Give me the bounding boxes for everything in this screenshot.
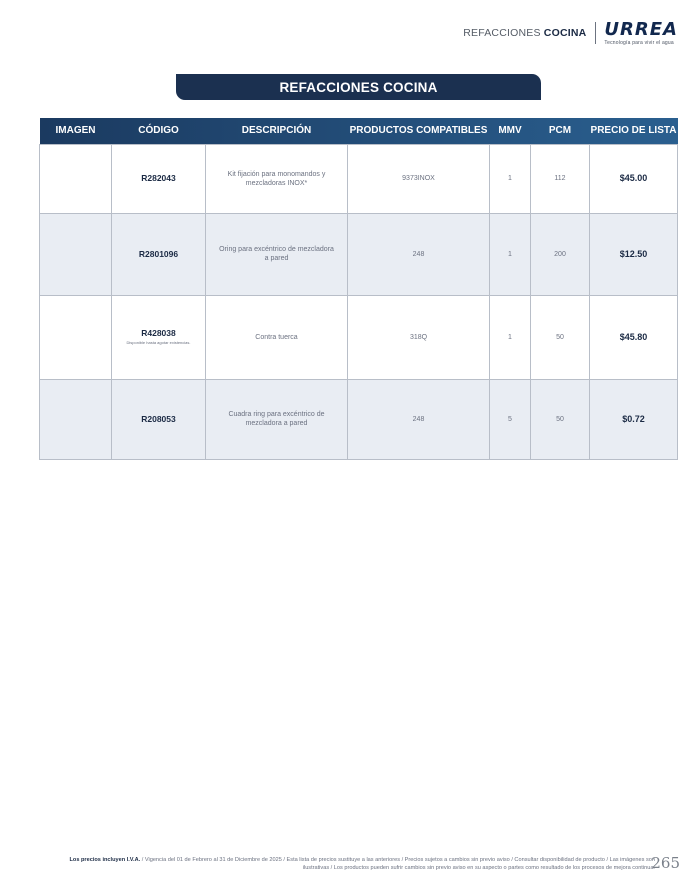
product-code-cell	[112, 379, 206, 459]
product-image-cell	[40, 144, 112, 213]
logo-wordmark: URREA	[604, 18, 678, 40]
page-title: REFACCIONES COCINA	[279, 79, 438, 95]
column-header-image: IMAGEN	[55, 125, 96, 137]
compatible-products-cell: 318Q	[348, 295, 490, 379]
mmv-cell: 5	[490, 379, 531, 459]
footer-tax-note: Los precios incluyen I.V.A.	[69, 857, 141, 863]
compatible-products-cell: 248	[348, 213, 490, 295]
page-number: 265	[651, 854, 680, 872]
column-header-description: DESCRIPCIÓN	[241, 125, 312, 137]
pcm-cell: 200	[531, 213, 590, 295]
compatible-products-cell: 9373INOX	[348, 144, 490, 213]
mmv-cell: 1	[490, 295, 531, 379]
table-header-row	[40, 118, 678, 144]
column-header-code: CÓDIGO	[138, 125, 179, 137]
description-cell	[206, 144, 348, 213]
product-description: Kit fijación para monomandos y mezcladoras INOX*	[227, 170, 326, 187]
product-image-cell	[40, 379, 112, 459]
description-cell	[206, 379, 348, 459]
product-code-cell	[112, 144, 206, 213]
description-cell	[206, 295, 348, 379]
availability-note: Disponible hasta agotar existencias.	[126, 340, 191, 345]
footer-disclaimer	[60, 856, 655, 872]
header-divider	[595, 22, 596, 44]
product-code: R2801096	[138, 248, 179, 259]
section-label	[463, 27, 586, 39]
column-header-pcm: PCM	[548, 125, 572, 137]
product-image-cell	[40, 295, 112, 379]
list-price-cell: $45.00	[590, 144, 678, 213]
mmv-cell: 1	[490, 144, 531, 213]
list-price-cell: $45.80	[590, 295, 678, 379]
pcm-cell: 50	[531, 379, 590, 459]
section-label-light: REFACCIONES	[463, 27, 541, 39]
section-label-bold: COCINA	[543, 27, 587, 39]
product-description: Contra tuerca	[255, 333, 298, 341]
list-price-cell: $0.72	[590, 379, 678, 459]
title-banner	[176, 74, 541, 100]
table-row	[40, 144, 678, 213]
column-header-compatible: PRODUCTOS COMPATIBLES	[349, 125, 488, 137]
column-header-price: PRECIO DE LISTA	[590, 125, 677, 137]
product-code-cell	[112, 213, 206, 295]
pcm-cell: 50	[531, 295, 590, 379]
logo-tagline: Tecnología para vivir el agua	[604, 39, 674, 46]
brand-logo	[604, 18, 678, 46]
product-code: R428038	[141, 328, 176, 338]
table-row	[40, 295, 678, 379]
product-image-cell	[40, 213, 112, 295]
product-description: Oring para excéntrico de mezcladora a pared	[219, 246, 334, 262]
product-code: R208053	[141, 413, 176, 424]
column-header-mmv: MMV	[498, 125, 522, 137]
compatible-products-cell: 248	[348, 379, 490, 459]
pcm-cell: 112	[531, 144, 590, 213]
product-code-cell	[112, 295, 206, 379]
mmv-cell: 1	[490, 213, 531, 295]
list-price-cell: $12.50	[590, 213, 678, 295]
product-description: Cuadra ring para excéntrico de mezcladora a pared	[228, 411, 325, 427]
description-cell	[206, 213, 348, 295]
parts-table	[39, 118, 678, 460]
table-row	[40, 213, 678, 295]
product-code: R282043	[141, 173, 176, 183]
table-row	[40, 379, 678, 459]
footer-text: / Vigencia del 01 de Febrero al 31 de Diciembre de 2025 / Esta lista de precios sustituye a las anteriores / Precios sujetos a cambios sin previo aviso / Consultar disponibilidad de producto / Las imágenes son ilustrativas / Los productos pueden sufrir cambios sin previo aviso en su aspecto o partes como resultado de los procesos de mejora continua.	[141, 857, 655, 871]
page-header	[463, 20, 678, 46]
